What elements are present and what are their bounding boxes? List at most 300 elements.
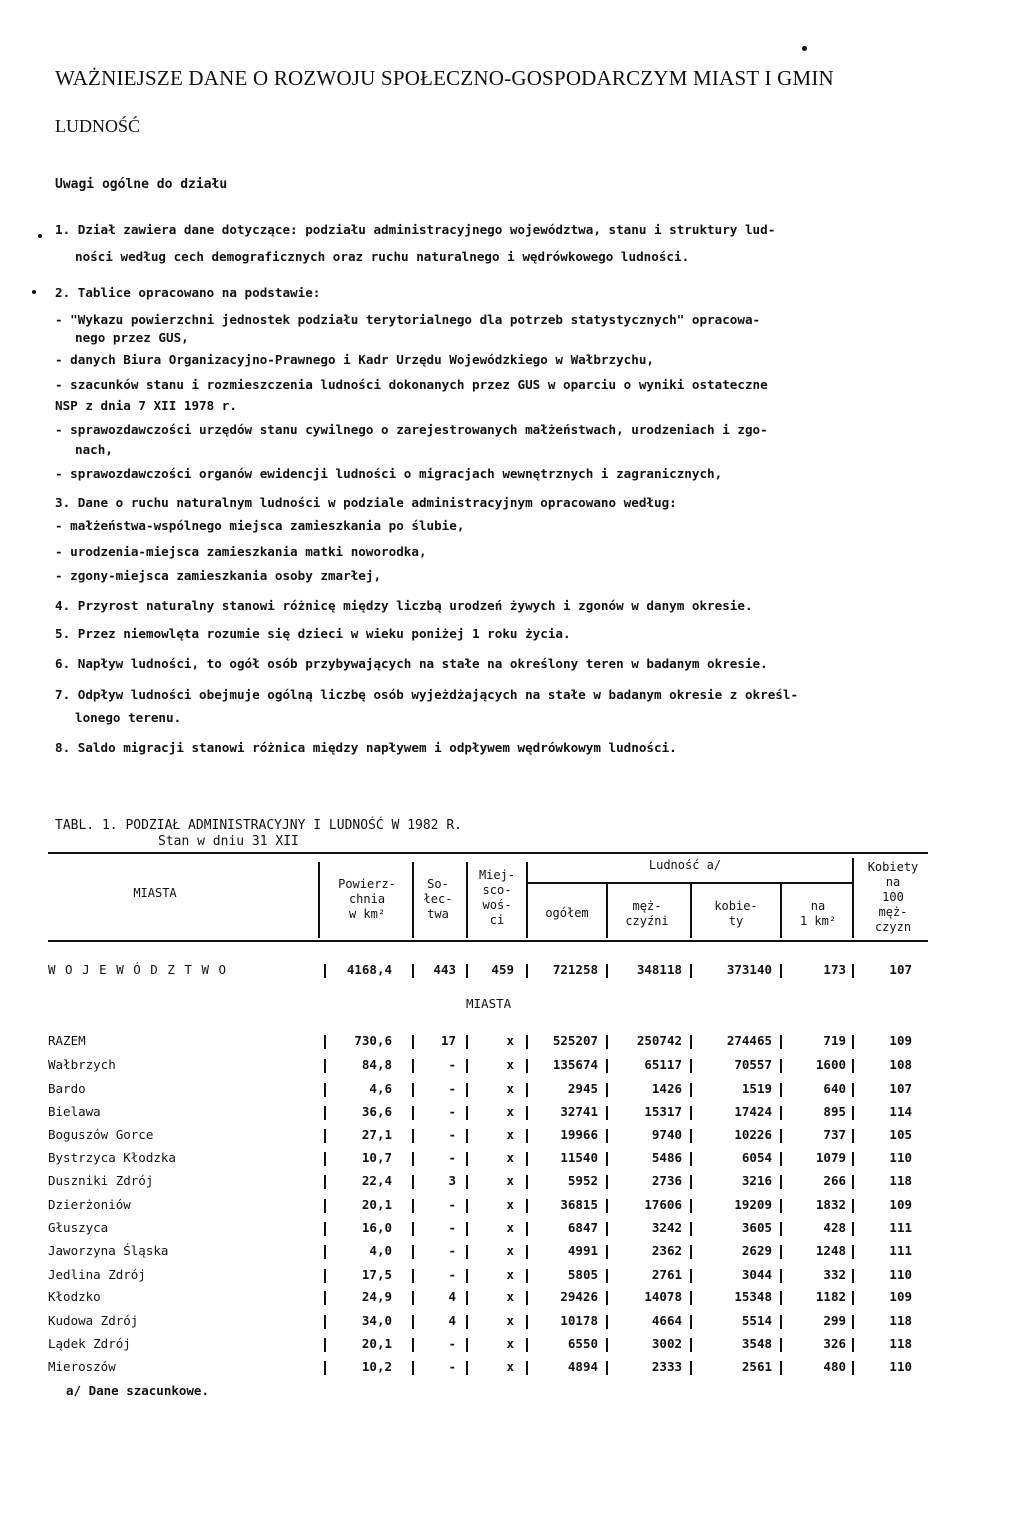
cell-value: 29426 xyxy=(560,1289,598,1304)
cell-value: 4 xyxy=(448,1289,456,1304)
cell-value: 895 xyxy=(823,1104,846,1119)
column-separator xyxy=(526,1175,528,1189)
column-separator xyxy=(412,1106,414,1120)
cell-value: x xyxy=(506,1267,514,1282)
row-label: Bielawa xyxy=(48,1104,101,1119)
table-row xyxy=(0,1127,1024,1147)
cell-value: 2333 xyxy=(651,1359,682,1374)
note-line: nego przez GUS, xyxy=(75,330,189,345)
cell-value: 118 xyxy=(889,1313,912,1328)
column-separator xyxy=(324,1361,326,1375)
row-label: Jedlina Zdrój xyxy=(48,1267,146,1282)
row-label: W O J E W Ó D Z T W O xyxy=(48,962,228,977)
cell-value: 36,6 xyxy=(361,1104,392,1119)
cell-value: 1079 xyxy=(815,1150,846,1165)
column-separator xyxy=(780,1175,782,1189)
cell-value: - xyxy=(448,1104,456,1119)
column-separator xyxy=(526,1059,528,1073)
cell-value: 17424 xyxy=(734,1104,772,1119)
cell-value: 20,1 xyxy=(361,1197,392,1212)
column-separator xyxy=(412,1175,414,1189)
column-separator xyxy=(412,1199,414,1213)
cell-value: 10178 xyxy=(560,1313,598,1328)
cell-value: 6847 xyxy=(567,1220,598,1235)
cell-value: 17 xyxy=(440,1033,456,1048)
cell-value: 110 xyxy=(889,1150,912,1165)
column-separator xyxy=(690,1338,692,1352)
cell-value: 443 xyxy=(433,962,456,977)
cell-value: 110 xyxy=(889,1267,912,1282)
cell-value: x xyxy=(506,1127,514,1142)
table-row xyxy=(0,1336,1024,1356)
cell-value: 1182 xyxy=(815,1289,846,1304)
table-row xyxy=(0,1104,1024,1124)
cell-value: - xyxy=(448,1267,456,1282)
cell-value: 640 xyxy=(823,1081,846,1096)
cell-value: 16,0 xyxy=(361,1220,392,1235)
cell-value: 1248 xyxy=(815,1243,846,1258)
cell-value: 11540 xyxy=(560,1150,598,1165)
row-label: Bardo xyxy=(48,1081,86,1096)
column-separator xyxy=(466,1175,468,1189)
row-label: Mieroszów xyxy=(48,1359,116,1374)
column-separator xyxy=(526,1106,528,1120)
header-divider xyxy=(526,862,528,938)
cell-value: x xyxy=(506,1033,514,1048)
header-miejscowosci: Miej- sco- woś- ci xyxy=(478,868,516,927)
column-separator xyxy=(526,1035,528,1049)
column-separator xyxy=(526,1315,528,1329)
table-row xyxy=(0,1243,1024,1263)
column-separator xyxy=(780,1222,782,1236)
column-separator xyxy=(690,1222,692,1236)
cell-value: - xyxy=(448,1243,456,1258)
column-separator xyxy=(852,1199,854,1213)
note-line: 2. Tablice opracowano na podstawie: xyxy=(55,285,321,300)
header-divider xyxy=(690,884,692,938)
scan-speck xyxy=(802,46,807,51)
column-separator xyxy=(466,1338,468,1352)
column-separator xyxy=(780,1152,782,1166)
column-separator xyxy=(466,964,468,978)
header-powierzchnia: Powierz- chnia w km² xyxy=(338,877,396,921)
column-separator xyxy=(780,964,782,978)
cell-value: 4168,4 xyxy=(346,962,392,977)
cell-value: 3242 xyxy=(651,1220,682,1235)
cell-value: x xyxy=(506,1104,514,1119)
cell-value: 3044 xyxy=(741,1267,772,1282)
cell-value: 2736 xyxy=(651,1173,682,1188)
column-separator xyxy=(780,1361,782,1375)
cell-value: 9740 xyxy=(651,1127,682,1142)
ludnosc-subheader-rule xyxy=(526,882,852,884)
cell-value: 111 xyxy=(889,1220,912,1235)
cell-value: 17,5 xyxy=(361,1267,392,1282)
table-row xyxy=(0,1081,1024,1101)
cell-value: 34,0 xyxy=(361,1313,392,1328)
cell-value: 266 xyxy=(823,1173,846,1188)
cell-value: 118 xyxy=(889,1173,912,1188)
table-caption-title: TABL. 1. PODZIAŁ ADMINISTRACYJNY I LUDNOŚĆ W 1982 R. xyxy=(55,818,462,833)
column-separator xyxy=(780,1338,782,1352)
column-separator xyxy=(526,1245,528,1259)
cell-value: x xyxy=(506,1081,514,1096)
column-separator xyxy=(852,1315,854,1329)
cell-value: 2362 xyxy=(651,1243,682,1258)
cell-value: 70557 xyxy=(734,1057,772,1072)
note-line: - urodzenia-miejsca zamieszkania matki noworodka, xyxy=(55,544,427,559)
cell-value: x xyxy=(506,1057,514,1072)
column-separator xyxy=(324,1059,326,1073)
table-row xyxy=(0,1359,1024,1379)
row-label: Duszniki Zdrój xyxy=(48,1173,154,1188)
cell-value: 84,8 xyxy=(361,1057,392,1072)
note-line: 8. Saldo migracji stanowi różnica między napływem i odpływem wędrówkowym ludności. xyxy=(55,740,677,755)
table-row xyxy=(0,1150,1024,1170)
column-separator xyxy=(852,1338,854,1352)
cell-value: x xyxy=(506,1359,514,1374)
cell-value: 4991 xyxy=(567,1243,598,1258)
cell-value: 135674 xyxy=(552,1057,598,1072)
header-ludnosc: Ludność a/ xyxy=(648,858,722,872)
column-separator xyxy=(466,1199,468,1213)
column-separator xyxy=(690,1315,692,1329)
row-label: Bystrzyca Kłodzka xyxy=(48,1150,176,1165)
cell-value: 1832 xyxy=(815,1197,846,1212)
note-line: - małżeństwa-wspólnego miejsca zamieszkania po ślubie, xyxy=(55,518,465,533)
note-line: - danych Biura Organizacyjno-Prawnego i Kadr Urzędu Wojewódzkiego w Wałbrzychu, xyxy=(55,352,654,367)
table-row xyxy=(0,1173,1024,1193)
table-caption-subtitle: Stan w dniu 31 XII xyxy=(158,834,299,849)
column-separator xyxy=(466,1245,468,1259)
cell-value: 22,4 xyxy=(361,1173,392,1188)
cell-value: 32741 xyxy=(560,1104,598,1119)
column-separator xyxy=(466,1315,468,1329)
column-separator xyxy=(324,1106,326,1120)
cell-value: 27,1 xyxy=(361,1127,392,1142)
note-line: - zgony-miejsca zamieszkania osoby zmarłej, xyxy=(55,568,382,583)
column-separator xyxy=(526,1291,528,1305)
column-separator xyxy=(466,1222,468,1236)
cell-value: 15317 xyxy=(644,1104,682,1119)
section-label-miasta: MIASTA xyxy=(466,996,512,1011)
row-label: Kłodzko xyxy=(48,1289,101,1304)
cell-value: 19966 xyxy=(560,1127,598,1142)
column-separator xyxy=(690,1083,692,1097)
column-separator xyxy=(324,964,326,978)
column-separator xyxy=(606,1199,608,1213)
column-separator xyxy=(412,1269,414,1283)
column-separator xyxy=(780,1129,782,1143)
scan-speck xyxy=(38,234,42,238)
table-row xyxy=(0,1197,1024,1217)
cell-value: - xyxy=(448,1336,456,1351)
cell-value: - xyxy=(448,1127,456,1142)
table-caption xyxy=(55,818,462,849)
cell-value: 5486 xyxy=(651,1150,682,1165)
column-separator xyxy=(324,1245,326,1259)
cell-value: 109 xyxy=(889,1289,912,1304)
column-separator xyxy=(606,1315,608,1329)
row-label: Lądek Zdrój xyxy=(48,1336,131,1351)
column-separator xyxy=(324,1338,326,1352)
column-separator xyxy=(324,1035,326,1049)
header-kobiety-na-100: Kobiety na 100 męż- czyzn xyxy=(867,860,919,934)
note-line: NSP z dnia 7 XII 1978 r. xyxy=(55,398,237,413)
note-line: 5. Przez niemowlęta rozumie się dzieci w wieku poniżej 1 roku życia. xyxy=(55,626,571,641)
cell-value: x xyxy=(506,1220,514,1235)
column-separator xyxy=(606,964,608,978)
cell-value: 4,6 xyxy=(369,1081,392,1096)
column-separator xyxy=(526,964,528,978)
row-label: Wałbrzych xyxy=(48,1057,116,1072)
column-separator xyxy=(526,1199,528,1213)
page-title: WAŻNIEJSZE DANE O ROZWOJU SPOŁECZNO-GOSPODARCZYM MIAST I GMIN xyxy=(55,66,834,90)
note-line: nach, xyxy=(75,442,113,457)
column-separator xyxy=(466,1361,468,1375)
column-separator xyxy=(412,1291,414,1305)
column-separator xyxy=(526,1338,528,1352)
column-separator xyxy=(606,1106,608,1120)
cell-value: 108 xyxy=(889,1057,912,1072)
note-line: 3. Dane o ruchu naturalnym ludności w podziale administracyjnym opracowano według: xyxy=(55,495,677,510)
cell-value: 5514 xyxy=(741,1313,772,1328)
cell-value: 1519 xyxy=(741,1081,772,1096)
cell-value: 109 xyxy=(889,1033,912,1048)
cell-value: 107 xyxy=(889,962,912,977)
cell-value: 428 xyxy=(823,1220,846,1235)
column-separator xyxy=(324,1291,326,1305)
cell-value: 373140 xyxy=(726,962,772,977)
header-divider xyxy=(466,862,468,938)
column-separator xyxy=(852,1106,854,1120)
cell-value: 525207 xyxy=(552,1033,598,1048)
column-separator xyxy=(412,1338,414,1352)
cell-value: 10,7 xyxy=(361,1150,392,1165)
column-separator xyxy=(412,1035,414,1049)
column-separator xyxy=(852,1175,854,1189)
column-separator xyxy=(466,1291,468,1305)
note-line: ności według cech demograficznych oraz ruchu naturalnego i wędrówkowego ludności. xyxy=(75,249,690,264)
cell-value: 111 xyxy=(889,1243,912,1258)
header-divider xyxy=(318,862,320,938)
column-separator xyxy=(606,1152,608,1166)
column-separator xyxy=(780,1269,782,1283)
scan-speck xyxy=(32,290,36,294)
column-separator xyxy=(412,1315,414,1329)
note-line: 6. Napływ ludności, to ogół osób przybywających na stałe na określony teren w badanym okresie. xyxy=(55,656,768,671)
column-separator xyxy=(412,1222,414,1236)
cell-value: x xyxy=(506,1150,514,1165)
cell-value: 36815 xyxy=(560,1197,598,1212)
cell-value: 3002 xyxy=(651,1336,682,1351)
cell-value: 5805 xyxy=(567,1267,598,1282)
cell-value: 1600 xyxy=(815,1057,846,1072)
cell-value: 274465 xyxy=(726,1033,772,1048)
column-separator xyxy=(780,1245,782,1259)
cell-value: - xyxy=(448,1359,456,1374)
column-separator xyxy=(690,964,692,978)
column-separator xyxy=(690,1199,692,1213)
cell-value: 1426 xyxy=(651,1081,682,1096)
header-divider xyxy=(780,884,782,938)
column-separator xyxy=(852,1129,854,1143)
column-separator xyxy=(466,1152,468,1166)
note-line: 7. Odpływ ludności obejmuje ogólną liczbę osób wyjeżdżających na stałe w badanym okresie z określ- xyxy=(55,687,799,702)
column-separator xyxy=(466,1083,468,1097)
cell-value: 719 xyxy=(823,1033,846,1048)
cell-value: 6054 xyxy=(741,1150,772,1165)
column-separator xyxy=(690,1175,692,1189)
cell-value: 15348 xyxy=(734,1289,772,1304)
row-label: Głuszyca xyxy=(48,1220,109,1235)
column-separator xyxy=(466,1129,468,1143)
column-separator xyxy=(412,1129,414,1143)
cell-value: 730,6 xyxy=(354,1033,392,1048)
column-separator xyxy=(690,1245,692,1259)
cell-value: 109 xyxy=(889,1197,912,1212)
column-separator xyxy=(852,1152,854,1166)
cell-value: 332 xyxy=(823,1267,846,1282)
cell-value: x xyxy=(506,1313,514,1328)
column-separator xyxy=(606,1129,608,1143)
cell-value: 24,9 xyxy=(361,1289,392,1304)
cell-value: 110 xyxy=(889,1359,912,1374)
column-separator xyxy=(324,1269,326,1283)
column-separator xyxy=(780,1315,782,1329)
table-row xyxy=(0,1033,1024,1053)
cell-value: 65117 xyxy=(644,1057,682,1072)
row-label: Dzierżoniów xyxy=(48,1197,131,1212)
column-separator xyxy=(690,1129,692,1143)
cell-value: x xyxy=(506,1243,514,1258)
note-line: - "Wykazu powierzchni jednostek podziału terytorialnego dla potrzeb statystycznych" opracowa- xyxy=(55,312,761,327)
column-separator xyxy=(324,1315,326,1329)
header-kobiety: kobie- ty xyxy=(714,899,758,928)
cell-value: 299 xyxy=(823,1313,846,1328)
cell-value: 20,1 xyxy=(361,1336,392,1351)
row-label: RAZEM xyxy=(48,1033,86,1048)
column-separator xyxy=(606,1269,608,1283)
column-separator xyxy=(606,1059,608,1073)
column-separator xyxy=(606,1291,608,1305)
cell-value: 480 xyxy=(823,1359,846,1374)
column-separator xyxy=(852,964,854,978)
column-separator xyxy=(690,1035,692,1049)
column-separator xyxy=(852,1222,854,1236)
column-separator xyxy=(690,1152,692,1166)
column-separator xyxy=(526,1222,528,1236)
cell-value: - xyxy=(448,1081,456,1096)
column-separator xyxy=(606,1083,608,1097)
column-separator xyxy=(324,1222,326,1236)
note-line: lonego terenu. xyxy=(75,710,182,725)
header-miasta: MIASTA xyxy=(133,886,177,900)
table-footnote: a/ Dane szacunkowe. xyxy=(66,1383,209,1398)
column-separator xyxy=(606,1222,608,1236)
column-separator xyxy=(526,1083,528,1097)
header-divider xyxy=(606,884,608,938)
note-line: - sprawozdawczości urzędów stanu cywilnego o zarejestrowanych małżeństwach, urodzeniach i zgo- xyxy=(55,422,768,437)
remarks-heading: Uwagi ogólne do działu xyxy=(55,177,228,192)
cell-value: 250742 xyxy=(636,1033,682,1048)
column-separator xyxy=(780,1035,782,1049)
column-separator xyxy=(324,1175,326,1189)
cell-value: 105 xyxy=(889,1127,912,1142)
column-separator xyxy=(852,1269,854,1283)
column-separator xyxy=(690,1059,692,1073)
column-separator xyxy=(412,1152,414,1166)
column-separator xyxy=(526,1361,528,1375)
header-mezczyzni: męż- czyźni xyxy=(625,899,669,928)
cell-value: 3548 xyxy=(741,1336,772,1351)
column-separator xyxy=(412,1059,414,1073)
column-separator xyxy=(412,1361,414,1375)
table-row xyxy=(0,1289,1024,1309)
cell-value: 10,2 xyxy=(361,1359,392,1374)
cell-value: 10226 xyxy=(734,1127,772,1142)
cell-value: - xyxy=(448,1057,456,1072)
column-separator xyxy=(412,1083,414,1097)
column-separator xyxy=(526,1152,528,1166)
cell-value: 3 xyxy=(448,1173,456,1188)
column-separator xyxy=(606,1035,608,1049)
table-header-rule xyxy=(48,940,928,942)
cell-value: 6550 xyxy=(567,1336,598,1351)
cell-value: 4,0 xyxy=(369,1243,392,1258)
column-separator xyxy=(606,1245,608,1259)
column-separator xyxy=(324,1199,326,1213)
cell-value: - xyxy=(448,1150,456,1165)
cell-value: 114 xyxy=(889,1104,912,1119)
cell-value: 721258 xyxy=(552,962,598,977)
cell-value: 2629 xyxy=(741,1243,772,1258)
column-separator xyxy=(466,1106,468,1120)
cell-value: x xyxy=(506,1197,514,1212)
column-separator xyxy=(852,1059,854,1073)
column-separator xyxy=(780,1059,782,1073)
table-row xyxy=(0,1313,1024,1333)
cell-value: x xyxy=(506,1173,514,1188)
cell-value: 14078 xyxy=(644,1289,682,1304)
column-separator xyxy=(324,1129,326,1143)
row-label: Kudowa Zdrój xyxy=(48,1313,139,1328)
cell-value: x xyxy=(506,1336,514,1351)
cell-value: 3605 xyxy=(741,1220,772,1235)
voivodeship-row xyxy=(0,962,1024,982)
cell-value: 348118 xyxy=(636,962,682,977)
cell-value: - xyxy=(448,1197,456,1212)
row-label: Jaworzyna Śląska xyxy=(48,1243,169,1258)
header-solectwa: So- łec- twa xyxy=(423,877,453,921)
cell-value: 19209 xyxy=(734,1197,772,1212)
cell-value: 326 xyxy=(823,1336,846,1351)
column-separator xyxy=(780,1291,782,1305)
table-row xyxy=(0,1220,1024,1240)
column-separator xyxy=(526,1269,528,1283)
column-separator xyxy=(606,1175,608,1189)
column-separator xyxy=(690,1106,692,1120)
column-separator xyxy=(780,1199,782,1213)
column-separator xyxy=(852,1291,854,1305)
cell-value: 4 xyxy=(448,1313,456,1328)
cell-value: 17606 xyxy=(644,1197,682,1212)
column-separator xyxy=(324,1083,326,1097)
header-divider xyxy=(852,858,854,938)
header-na-km2: na 1 km² xyxy=(799,899,837,928)
column-separator xyxy=(690,1291,692,1305)
header-divider xyxy=(412,862,414,938)
